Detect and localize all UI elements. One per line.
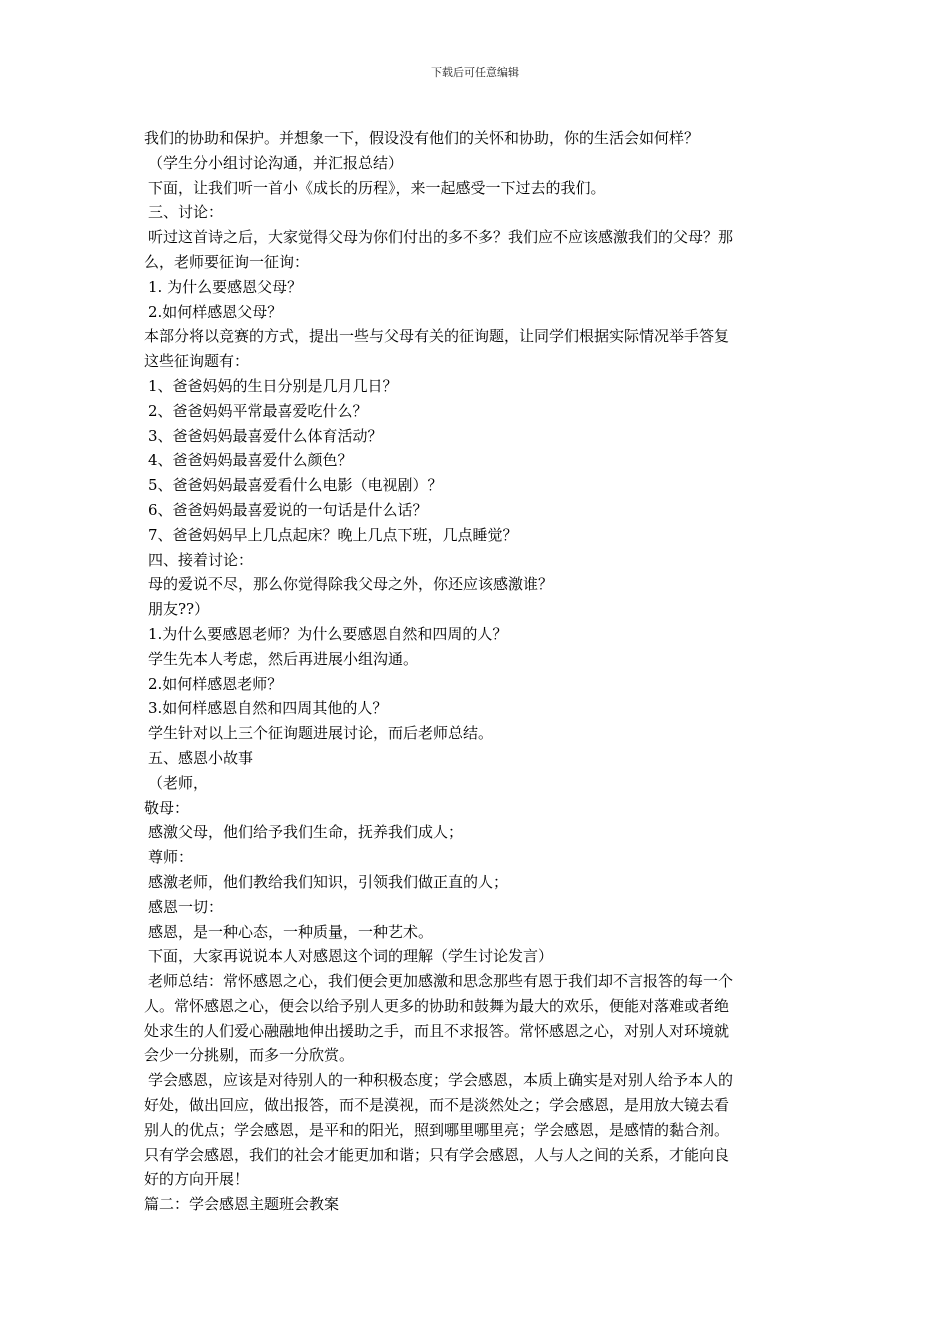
- text-line: 朋友??）: [148, 600, 210, 619]
- text-line: 母的爱说不尽，那么你觉得除我父母之外，你还应该感激谁？: [148, 575, 554, 594]
- text-line: 5、爸爸妈妈最喜爱看什么电影（电视剧）？: [148, 476, 443, 495]
- text-line: 3.如何样感恩自然和四周其他的人？: [148, 699, 388, 718]
- text-line: 1. 为什么要感恩父母？: [148, 277, 303, 296]
- text-line: 下面，大家再说说本人对感恩这个词的理解（学生讨论发言）: [148, 947, 554, 966]
- text-line: 别人的优点；学会感恩，是平和的阳光，照到哪里哪里亮；学会感恩，是感情的黏合剂。: [144, 1120, 730, 1139]
- text-line: 感激父母，他们给予我们生命，抚养我们成人；: [148, 823, 464, 842]
- text-line: 2.如何样感恩老师？: [148, 674, 283, 693]
- page-header: 下载后可任意编辑: [431, 66, 519, 79]
- text-line: 2.如何样感恩父母？: [148, 302, 283, 321]
- text-line: 2、爸爸妈妈平常最喜爱吃什么？: [148, 401, 368, 420]
- text-line: 1、爸爸妈妈的生日分别是几月几日？: [148, 376, 398, 395]
- text-line: 处求生的人们爱心融融地伸出援助之手，而且不求报答。常怀感恩之心，对别人对环境就: [144, 1021, 730, 1040]
- text-line: 三、讨论：: [148, 203, 224, 222]
- document-body: [144, 126, 808, 1217]
- text-line: 么，老师要征询一征询：: [144, 252, 310, 271]
- text-line: （老师，: [148, 773, 209, 792]
- text-line: 我们的协助和保护。并想象一下，假设没有他们的关怀和协助，你的生活会如何样？: [144, 129, 700, 147]
- text-line: 尊师：: [148, 848, 194, 867]
- text-line: 1.为什么要感恩老师？为什么要感恩自然和四周的人？: [148, 624, 508, 643]
- text-line: 会少一分挑剔，而多一分欣赏。: [144, 1046, 355, 1065]
- text-line: 感激老师，他们教给我们知识，引领我们做正直的人；: [148, 872, 509, 891]
- text-line: 好的方向开展！: [144, 1170, 250, 1189]
- text-line: 学生先本人考虑，然后再进展小组沟通。: [148, 649, 419, 668]
- text-line: 感恩，是一种心态，一种质量，一种艺术。: [148, 922, 434, 941]
- text-line: 4、爸爸妈妈最喜爱什么颜色？: [148, 451, 353, 470]
- text-line: （学生分小组讨论沟通，并汇报总结）: [148, 153, 404, 172]
- text-line: 敬母：: [144, 798, 190, 817]
- text-line: 这些征询题有：: [144, 352, 250, 371]
- text-line: 学会感恩，应该是对待别人的一种积极态度；学会感恩，本质上确实是对别人给予本人的: [148, 1071, 734, 1090]
- text-line: 3、爸爸妈妈最喜爱什么体育活动？: [148, 426, 383, 445]
- text-line: 人。常怀感恩之心，便会以给予别人更多的协助和鼓舞为最大的欢乐，便能对落难或者绝: [144, 996, 730, 1015]
- text-line: 篇二：学会感恩主题班会教案: [144, 1195, 340, 1214]
- text-line: 听过这首诗之后，大家觉得父母为你们付出的多不多？我们应不应该感激我们的父母？那: [148, 228, 734, 247]
- text-line: 五、感恩小故事: [148, 748, 254, 767]
- text-line: 四、接着讨论：: [148, 550, 254, 569]
- text-line: 6、爸爸妈妈最喜爱说的一句话是什么话？: [148, 500, 428, 519]
- text-line: 下面，让我们听一首小《成长的历程》，来一起感受一下过去的我们。: [148, 178, 606, 197]
- text-line: 感恩一切：: [148, 897, 224, 916]
- text-line: 好处，做出回应，做出报答，而不是漠视，而不是淡然处之；学会感恩，是用放大镜去看: [144, 1096, 730, 1115]
- text-line: 本部分将以竞赛的方式，提出一些与父母有关的征询题，让同学们根据实际情况举手答复: [144, 327, 730, 346]
- text-line: 只有学会感恩，我们的社会才能更加和谐；只有学会感恩，人与人之间的关系，才能向良: [144, 1145, 730, 1164]
- text-line: 学生针对以上三个征询题进展讨论，而后老师总结。: [148, 724, 494, 743]
- text-line: 老师总结：常怀感恩之心，我们便会更加感激和思念那些有恩于我们却不言报答的每一个: [148, 972, 734, 991]
- text-line: 7、爸爸妈妈早上几点起床？晚上几点下班，几点睡觉？: [148, 525, 518, 544]
